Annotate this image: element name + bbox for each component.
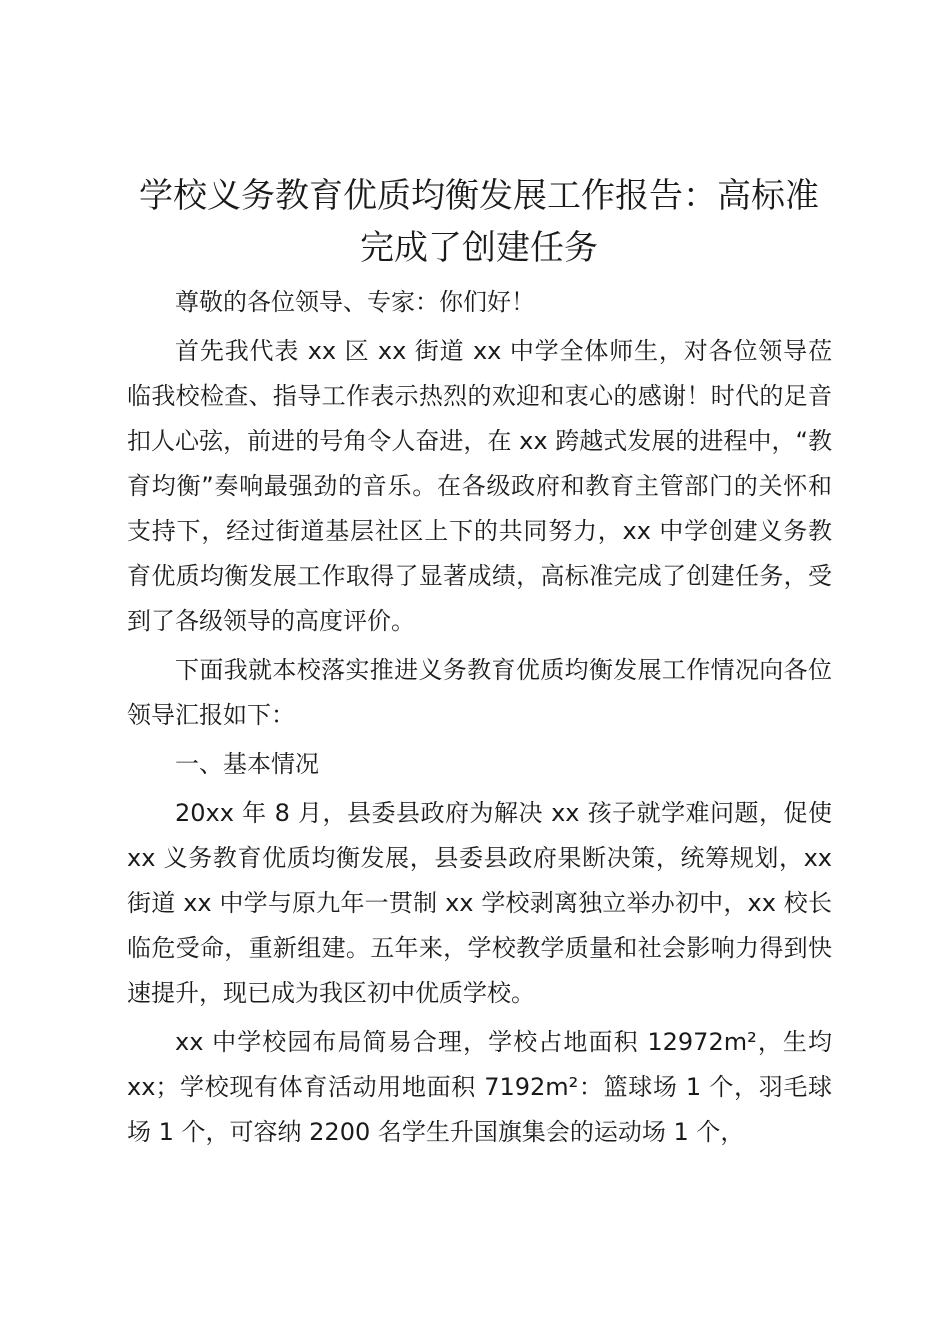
title-line-2: 完成了创建任务 <box>360 228 598 268</box>
greeting-paragraph: 尊敬的各位领导、专家：你们好！ <box>175 288 535 316</box>
section-heading-basic-situation: 一、基本情况 <box>175 750 319 778</box>
campus-paragraph: xx 中学校园布局简易合理，学校占地面积 12972m²，生均 xx；学校现有体育活动用地面积 7192m²：篮球场 1 个，羽毛球场 1 个，可容纳 2200 名学生升国旗集会的运动场 1 个， <box>127 1028 832 1146</box>
document-title <box>120 170 838 274</box>
title-line-1: 学校义务教育优质均衡发展工作报告：高标准 <box>139 176 819 216</box>
history-paragraph: 20xx 年 8 月，县委县政府为解决 xx 孩子就学难问题，促使 xx 义务教育优质均衡发展，县委县政府果断决策，统筹规划，xx 街道 xx 中学与原九年一贯制 xx 学校剥离独立举办初中，xx 校长临危受命，重新组建。五年来，学校教学质量和社会影响力得到快速提升，现已成为我区初中优质学校。 <box>127 799 832 1007</box>
intro-paragraph: 首先我代表 xx 区 xx 街道 xx 中学全体师生，对各位领导莅临我校检查、指导工作表示热烈的欢迎和衷心的感谢！时代的足音扣人心弦，前进的号角令人奋进，在 xx 跨越式发展的进程中，“教育均衡”奏响最强劲的音乐。在各级政府和教育主管部门的关怀和支持下，经过街道基层社区上下的共同努力，xx 中学创建义务教育优质均衡发展工作取得了显著成绩，高标准完成了创建任务，受到了各级领导的高度评价。 <box>127 337 832 635</box>
document-body <box>127 280 832 1159</box>
report-intro-paragraph: 下面我就本校落实推进义务教育优质均衡发展工作情况向各位领导汇报如下： <box>127 656 832 729</box>
